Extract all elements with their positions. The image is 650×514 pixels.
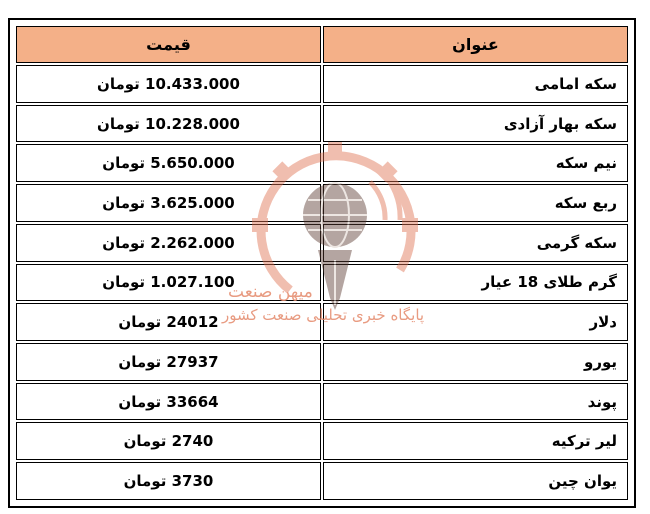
table-row — [16, 303, 628, 341]
row-title: نیم سکه — [323, 144, 628, 182]
row-title: ربع سکه — [323, 184, 628, 222]
table-row — [16, 65, 628, 103]
row-price: 1.027.100 تومان — [16, 264, 321, 302]
row-price: 24012 تومان — [16, 303, 321, 341]
table-row — [16, 105, 628, 143]
row-price: 3.625.000 تومان — [16, 184, 321, 222]
row-title: گرم طلای 18 عیار — [323, 264, 628, 302]
table-row — [16, 144, 628, 182]
watermark-tagline: پایگاه خبری تحلیلی صنعت کشور — [222, 306, 425, 324]
table-row — [16, 383, 628, 421]
table-row — [16, 422, 628, 460]
row-price: 5.650.000 تومان — [16, 144, 321, 182]
row-title: یوان چین — [323, 462, 628, 500]
table-row — [16, 264, 628, 302]
table-row — [16, 343, 628, 381]
price-table — [14, 24, 630, 502]
table-row — [16, 184, 628, 222]
row-title: سکه امامی — [323, 65, 628, 103]
row-price: 33664 تومان — [16, 383, 321, 421]
row-title: پوند — [323, 383, 628, 421]
row-price: 10.228.000 تومان — [16, 105, 321, 143]
row-title: سکه گرمی — [323, 224, 628, 262]
row-price: 10.433.000 تومان — [16, 65, 321, 103]
row-title: یورو — [323, 343, 628, 381]
row-title: لیر ترکیه — [323, 422, 628, 460]
table-row — [16, 224, 628, 262]
row-price: 2.262.000 تومان — [16, 224, 321, 262]
header-price: قیمت — [16, 26, 321, 63]
header-title: عنوان — [323, 26, 628, 63]
watermark-brand: میهن صنعت — [228, 282, 313, 302]
row-title: دلار — [323, 303, 628, 341]
table-row — [16, 462, 628, 500]
row-title: سکه بهار آزادی — [323, 105, 628, 143]
table-frame — [8, 18, 636, 508]
row-price: 3730 تومان — [16, 462, 321, 500]
row-price: 27937 تومان — [16, 343, 321, 381]
table-header-row — [16, 26, 628, 63]
row-price: 2740 تومان — [16, 422, 321, 460]
